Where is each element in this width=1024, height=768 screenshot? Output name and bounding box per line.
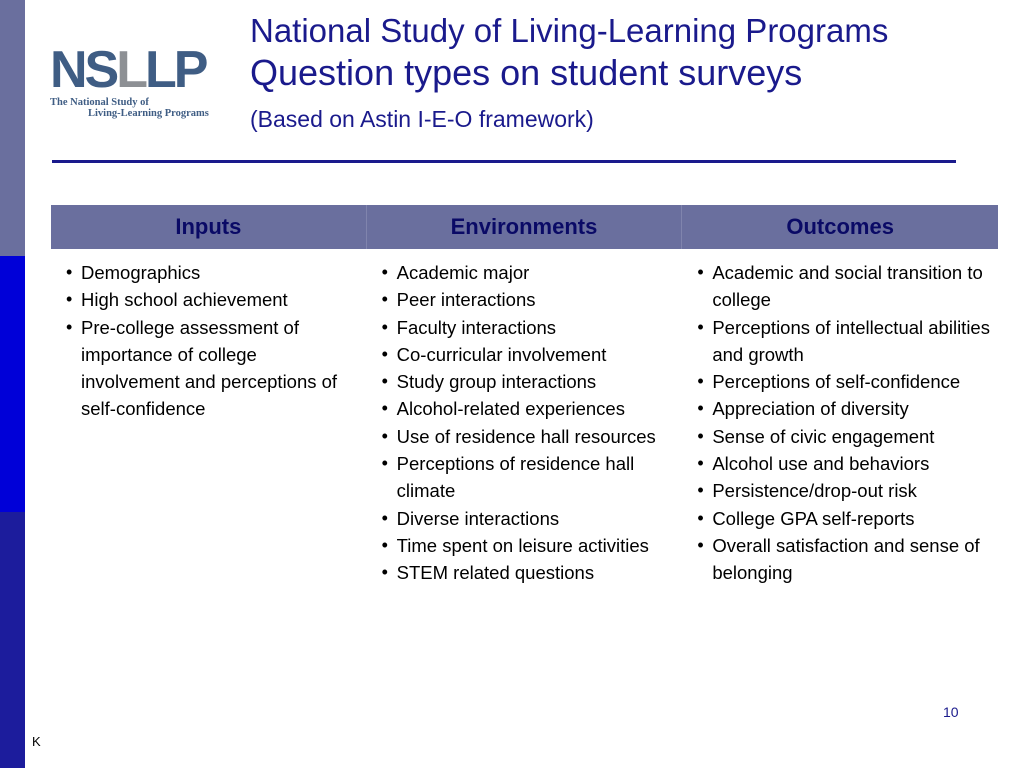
list-item: • Perceptions of self-confidence xyxy=(694,368,990,395)
list-item: • Academic major xyxy=(379,259,675,286)
list-item: • Academic and social transition to college xyxy=(694,259,990,314)
list-item: • Peer interactions xyxy=(379,286,675,313)
list-item: • Demographics xyxy=(63,259,359,286)
list-item: • Perceptions of intellectual abilities and growth xyxy=(694,314,990,369)
inputs-list xyxy=(63,259,359,423)
ieo-table xyxy=(51,205,998,587)
list-item: • High school achievement xyxy=(63,286,359,313)
list-item: • Diverse interactions xyxy=(379,505,675,532)
table-body-row xyxy=(51,249,998,587)
environments-column xyxy=(367,249,683,587)
inputs-column xyxy=(51,249,367,587)
list-item: • Faculty interactions xyxy=(379,314,675,341)
page-number: 10 xyxy=(943,704,959,720)
left-accent-strip-top xyxy=(0,0,25,256)
list-item: • Appreciation of diversity xyxy=(694,395,990,422)
list-item: • Co-curricular involvement xyxy=(379,341,675,368)
list-item: • Study group interactions xyxy=(379,368,675,395)
list-item: • STEM related questions xyxy=(379,559,675,586)
slide-heading: Question types on student surveys xyxy=(250,52,803,93)
logo-letters: NSLLP xyxy=(50,41,206,99)
list-item: • Persistence/drop-out risk xyxy=(694,477,990,504)
list-item: • Alcohol-related experiences xyxy=(379,395,675,422)
nsllp-logo xyxy=(50,41,220,124)
list-item: • Use of residence hall resources xyxy=(379,423,675,450)
logo-caption: The National Study of Living-Learning Programs xyxy=(50,97,209,119)
list-item: • Alcohol use and behaviors xyxy=(694,450,990,477)
table-header-row xyxy=(51,205,998,249)
column-header-inputs: Inputs xyxy=(51,205,367,249)
outcomes-column xyxy=(682,249,998,587)
column-header-outcomes: Outcomes xyxy=(786,214,894,239)
slide-subtitle: (Based on Astin I-E-O framework) xyxy=(250,106,594,132)
environments-list xyxy=(379,259,675,587)
column-header-environments: Environments xyxy=(367,205,683,249)
list-item: • Time spent on leisure activities xyxy=(379,532,675,559)
list-item: • Pre-college assessment of importance of college involvement and perceptions of self-confidence xyxy=(63,314,359,423)
slide-title: National Study of Living-Learning Programs xyxy=(250,12,889,49)
corner-mark: K xyxy=(32,734,41,749)
list-item: • Sense of civic engagement xyxy=(694,423,990,450)
left-accent-strip-bottom xyxy=(0,512,25,768)
title-divider xyxy=(52,160,956,163)
left-accent-strip-middle xyxy=(0,256,25,512)
list-item: • College GPA self-reports xyxy=(694,505,990,532)
outcomes-list xyxy=(694,259,990,587)
list-item: • Perceptions of residence hall climate xyxy=(379,450,675,505)
list-item: • Overall satisfaction and sense of belonging xyxy=(694,532,990,587)
